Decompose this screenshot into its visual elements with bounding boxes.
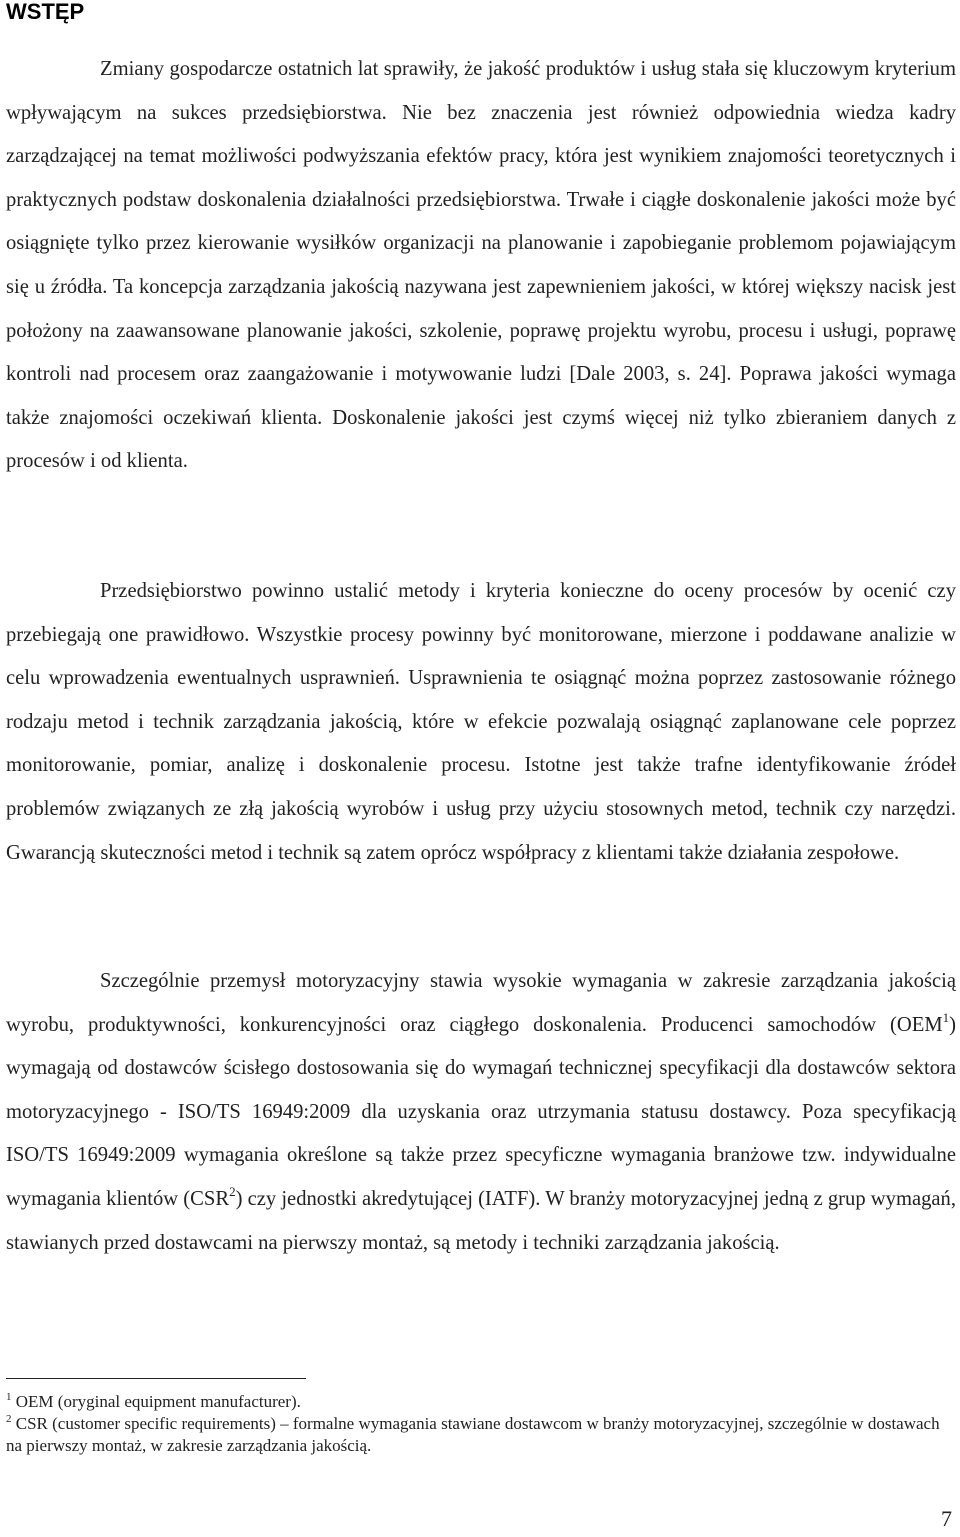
- section-heading: WSTĘP: [6, 0, 85, 24]
- paragraph-3-text-part-1: Szczególnie przemysł motoryzacyjny stawia wysokie wymagania w zakresie zarządzania jakością wyrobu, produktywności, konkurencyjności oraz ciągłego doskonalenia. Producenci samochodów (OEM: [6, 970, 956, 1036]
- body-paragraph-3: [6, 960, 956, 1265]
- footnote-2-mark: 2: [6, 1413, 12, 1425]
- body-paragraph-1: Zmiany gospodarcze ostatnich lat sprawiły, że jakość produktów i usług stała się kluczowym kryterium wpływającym na sukces przedsiębiorstwa. Nie bez znaczenia jest również odpowiednia wiedza kadry zarządzającej na temat możliwości podwyższania efektów pracy, która jest wynikiem znajomości teoretycznych i praktycznych podstaw doskonalenia działalności przedsiębiorstwa. Trwałe i ciągłe doskonalenie jakości może być osiągnięte tylko przez kierowanie wysiłków organizacji na planowanie i zapobieganie problemom pojawiającym się u źródła. Ta koncepcja zarządzania jakością nazywana jest zapewnieniem jakości, w której większy nacisk jest położony na zaawansowane planowanie jakości, szkolenie, poprawę projektu wyrobu, procesu i usługi, poprawę kontroli nad procesem oraz zaangażowanie i motywowanie ludzi [Dale 2003, s. 24]. Poprawa jakości wymaga także znajomości oczekiwań klienta. Doskonalenie jakości jest czymś więcej niż tylko zbieraniem danych z procesów i od klienta.: [6, 58, 956, 473]
- body-paragraph-2: Przedsiębiorstwo powinno ustalić metody i kryteria konieczne do oceny procesów by ocenić czy przebiegają one prawidłowo. Wszystkie procesy powinny być monitorowane, mierzone i poddawane analizie w celu wprowadzenia ewentualnych usprawnień. Usprawnienia te osiągnąć można poprzez zastosowanie różnego rodzaju metod i technik zarządzania jakością, które w efekcie pozwalają osiągnąć zaplanowane cele poprzez monitorowanie, pomiar, analizę i doskonalenie procesu. Istotne jest także trafne identyfikowanie źródeł problemów związanych ze złą jakością wyrobów i usług przy użyciu stosownych metod, technik czy narzędzi. Gwarancją skuteczności metod i technik są zatem oprócz współpracy z klientami także działania zespołowe.: [6, 580, 956, 864]
- footnotes: [6, 1391, 956, 1457]
- footnote-separator: [6, 1378, 306, 1379]
- page-number: 7: [941, 1506, 952, 1531]
- footnote-2: [6, 1413, 956, 1457]
- footnote-reference-2: 2: [229, 1183, 236, 1199]
- footnote-1: [6, 1391, 956, 1413]
- footnote-1-text: OEM (oryginal equipment manufacturer).: [11, 1392, 301, 1411]
- footnote-2-text: CSR (customer specific requirements) – formalne wymagania stawiane dostawcom w branży motoryzacyjnej, szczególnie w dostawach na pierwszy montaż, w zakresie zarządzania jakością.: [6, 1414, 940, 1455]
- footnote-1-mark: 1: [6, 1391, 12, 1403]
- paragraph-3-text-part-2: ) wymagają od dostawców ścisłego dostosowania się do wymagań technicznej specyfikacji dla dostawców sektora motoryzacyjnego - ISO/TS 16949:2009 dla uzyskania oraz utrzymania statusu dostawcy. Poza specyfikacją ISO/TS 16949:2009 wymagania określone są także przez specyficzne wymagania branżowe tzw. indywidualne wymagania klientów (CSR: [6, 1013, 956, 1210]
- paragraph-3-text-part-3: ) czy jednostki akredytującej (IATF). W branży motoryzacyjnej jedną z grup wymagań, stawianych przed dostawcami na pierwszy montaż, są metody i techniki zarządzania jakością.: [6, 1187, 956, 1254]
- footnote-reference-1: 1: [942, 1009, 950, 1025]
